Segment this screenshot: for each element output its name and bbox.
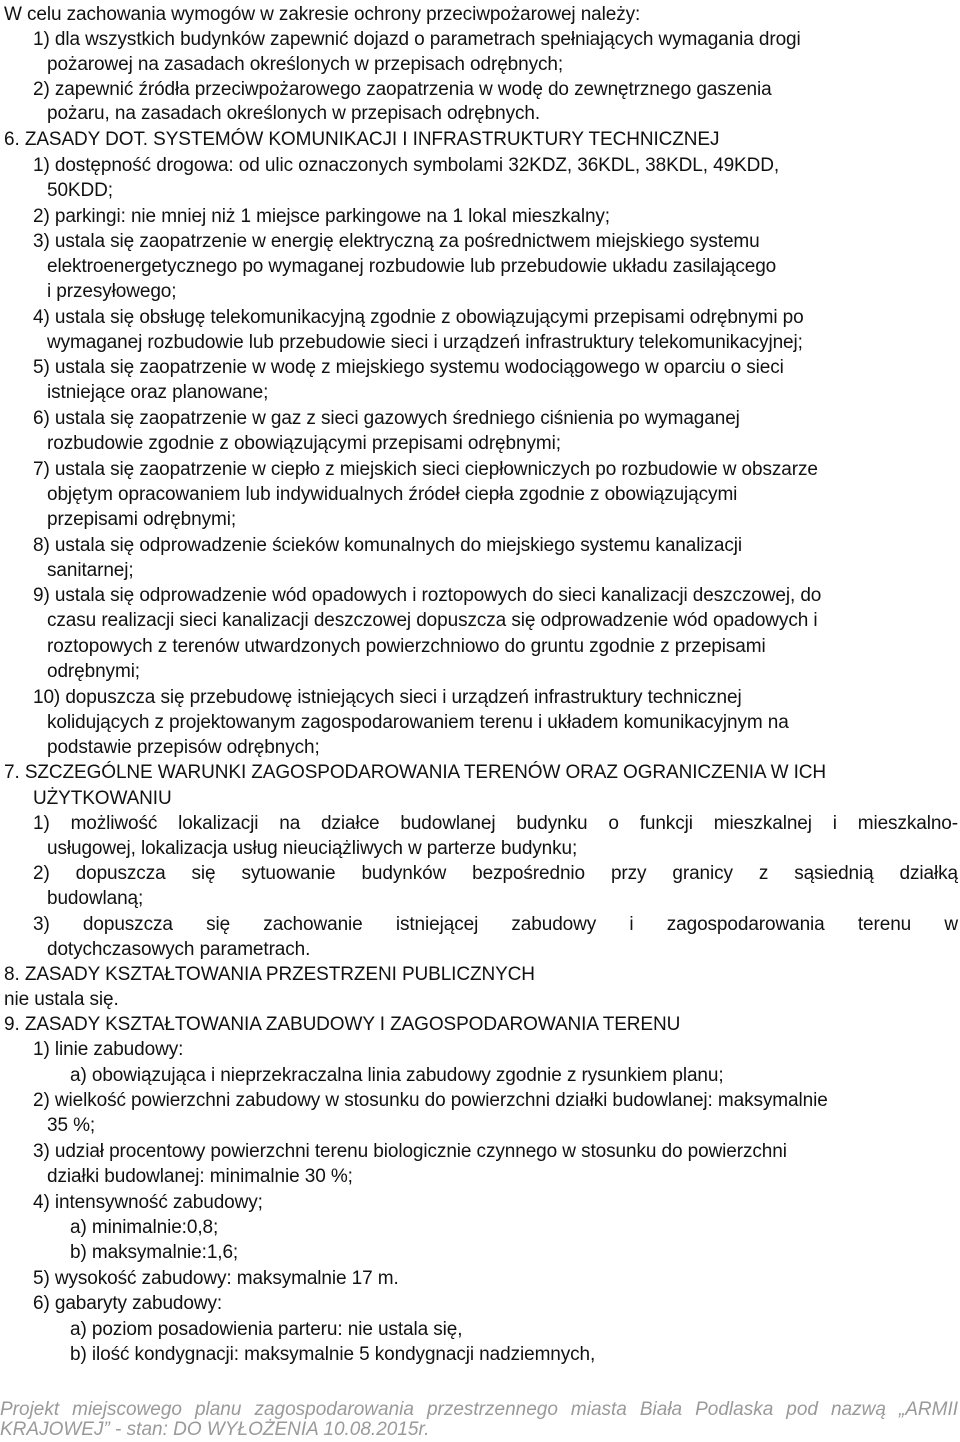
- text-line: 2) dopuszcza się sytuowanie budynków bezpośrednio przy granicy z sąsiednią działką: [33, 863, 958, 884]
- text-line: UŻYTKOWANIU: [33, 788, 172, 809]
- text-line: 7. SZCZEGÓLNE WARUNKI ZAGOSPODAROWANIA TERENÓW ORAZ OGRANICZENIA W ICH: [4, 762, 827, 783]
- text-line: pożarowej na zasadach określonych w przepisach odrębnych;: [47, 54, 564, 75]
- text-line: b) ilość kondygnacji: maksymalnie 5 kondygnacji nadziemnych,: [70, 1344, 596, 1365]
- text-line: a) poziom posadowienia parteru: nie ustala się,: [70, 1319, 463, 1340]
- text-line: wymaganej rozbudowie lub przebudowie sieci i urządzeń infrastruktury telekomunikacyjnej;: [47, 332, 803, 353]
- text-line: 2) zapewnić źródła przeciwpożarowego zaopatrzenia w wodę do zewnętrznego gaszenia: [33, 79, 772, 100]
- text-line: 2) parkingi: nie mniej niż 1 miejsce parkingowe na 1 lokal mieszkalny;: [33, 206, 610, 227]
- text-line: 6. ZASADY DOT. SYSTEMÓW KOMUNIKACJI I INFRASTRUKTURY TECHNICZNEJ: [4, 129, 720, 150]
- text-line: 1) dla wszystkich budynków zapewnić dojazd o parametrach spełniających wymagania drogi: [33, 29, 801, 50]
- text-line: 5) wysokość zabudowy: maksymalnie 17 m.: [33, 1268, 399, 1289]
- text-line: istniejące oraz planowane;: [47, 382, 269, 403]
- text-line: 1) dostępność drogowa: od ulic oznaczonych symbolami 32KDZ, 36KDL, 38KDL, 49KDD,: [33, 155, 780, 176]
- text-line: elektroenergetycznego po wymaganej rozbudowie lub przebudowie układu zasilającego: [47, 256, 777, 277]
- text-line: 3) udział procentowy powierzchni terenu biologicznie czynnego w stosunku do powierzchni: [33, 1141, 787, 1162]
- text-line: kolidujących z projektowanym zagospodarowaniem terenu i układem komunikacyjnym na: [47, 712, 789, 733]
- text-line: 5) ustala się zaopatrzenie w wodę z miejskiego systemu wodociągowego w oparciu o sieci: [33, 357, 784, 378]
- text-line: 10) dopuszcza się przebudowę istniejących sieci i urządzeń infrastruktury technicznej: [33, 687, 742, 708]
- text-line: usługowej, lokalizacja usług nieuciążliwych w parterze budynku;: [47, 838, 578, 859]
- text-line: objętym opracowaniem lub indywidualnych źródeł ciepła zgodnie z obowiązującymi: [47, 484, 738, 505]
- text-line: 2) wielkość powierzchni zabudowy w stosunku do powierzchni działki budowlanej: maksymalnie: [33, 1090, 828, 1111]
- footer-line-2: KRAJOWEJ” - stan: DO WYŁOŻENIA 10.08.2015r.: [0, 1419, 430, 1440]
- text-line: 8. ZASADY KSZTAŁTOWANIA PRZESTRZENI PUBLICZNYCH: [4, 964, 535, 985]
- text-line: 1) możliwość lokalizacji na działce budowlanej budynku o funkcji mieszkalnej i mieszkalno-: [33, 813, 958, 834]
- text-line: a) obowiązująca i nieprzekraczalna linia zabudowy zgodnie z rysunkiem planu;: [70, 1065, 724, 1086]
- text-line: 4) intensywność zabudowy;: [33, 1192, 263, 1213]
- text-line: czasu realizacji sieci kanalizacji deszczowej dopuszcza się odprowadzenie wód opadowych i: [47, 610, 818, 631]
- text-line: przepisami odrębnymi;: [47, 509, 237, 530]
- text-line: b) maksymalnie:1,6;: [70, 1242, 239, 1263]
- text-line: 50KDD;: [47, 180, 113, 201]
- text-line: 9) ustala się odprowadzenie wód opadowych i roztopowych do sieci kanalizacji deszczowej, do: [33, 585, 822, 606]
- text-line: nie ustala się.: [4, 989, 119, 1010]
- text-line: budowlaną;: [47, 888, 144, 909]
- text-line: 6) gabaryty zabudowy:: [33, 1293, 223, 1314]
- text-line: W celu zachowania wymogów w zakresie ochrony przeciwpożarowej należy:: [4, 4, 641, 25]
- text-line: 1) linie zabudowy:: [33, 1039, 184, 1060]
- text-line: 8) ustala się odprowadzenie ścieków komunalnych do miejskiego systemu kanalizacji: [33, 535, 742, 556]
- text-line: a) minimalnie:0,8;: [70, 1217, 219, 1238]
- text-line: odrębnymi;: [47, 661, 140, 682]
- text-line: 3) dopuszcza się zachowanie istniejącej zabudowy i zagospodarowania terenu w: [33, 914, 958, 935]
- text-line: rozbudowie zgodnie z obowiązującymi przepisami odrębnymi;: [47, 433, 561, 454]
- text-line: roztopowych z terenów utwardzonych powierzchniowo do gruntu zgodnie z przepisami: [47, 636, 766, 657]
- text-line: działki budowlanej: minimalnie 30 %;: [47, 1166, 353, 1187]
- text-line: 3) ustala się zaopatrzenie w energię elektryczną za pośrednictwem miejskiego systemu: [33, 231, 760, 252]
- text-line: podstawie przepisów odrębnych;: [47, 737, 320, 758]
- text-line: sanitarnej;: [47, 560, 134, 581]
- text-line: 6) ustala się zaopatrzenie w gaz z sieci gazowych średniego ciśnienia po wymaganej: [33, 408, 740, 429]
- text-line: 9. ZASADY KSZTAŁTOWANIA ZABUDOWY I ZAGOSPODAROWANIA TERENU: [4, 1014, 681, 1035]
- footer-line-1: Projekt miejscowego planu zagospodarowania przestrzennego miasta Biała Podlaska pod nazwą „ARMII: [0, 1399, 958, 1420]
- text-line: 7) ustala się zaopatrzenie w ciepło z miejskich sieci ciepłowniczych po rozbudowie w obszarze: [33, 459, 818, 480]
- text-line: dotychczasowych parametrach.: [47, 939, 311, 960]
- text-line: pożaru, na zasadach określonych w przepisach odrębnych.: [47, 103, 541, 124]
- text-line: 35 %;: [47, 1115, 96, 1136]
- text-line: i przesyłowego;: [47, 281, 177, 302]
- text-line: 4) ustala się obsługę telekomunikacyjną zgodnie z obowiązującymi przepisami odrębnymi po: [33, 307, 804, 328]
